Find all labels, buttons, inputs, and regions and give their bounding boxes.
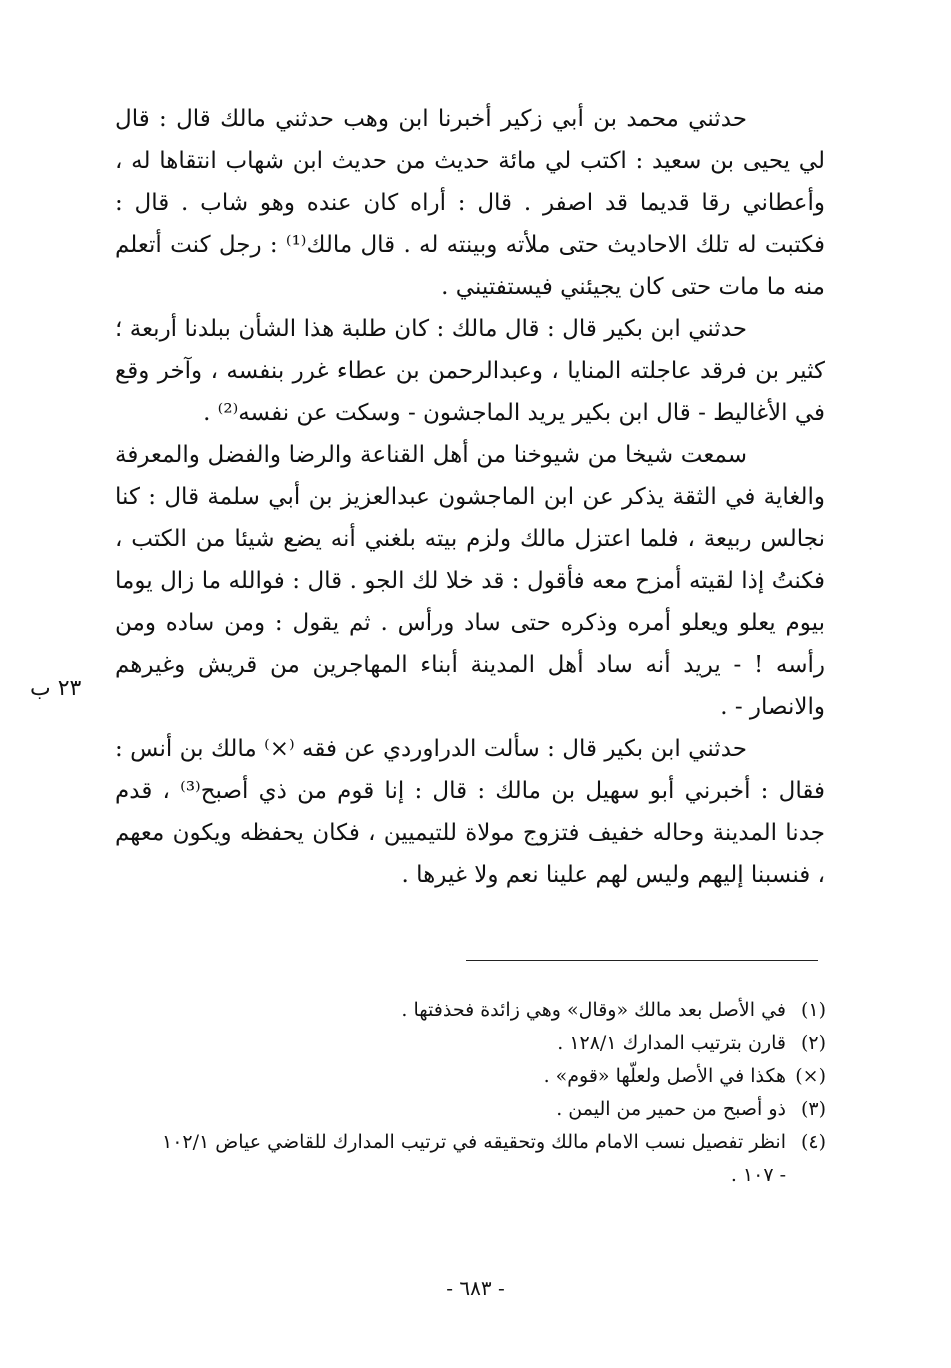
footnote-number: (٤) (800, 1131, 826, 1153)
footnote-divider (466, 960, 818, 961)
footnote-number: (١) (800, 999, 826, 1021)
footnote-4 (150, 1126, 826, 1192)
footnote-number: (٢) (800, 1032, 826, 1054)
footnote-3 (150, 1093, 826, 1126)
page-number: - ٦٨٣ - (446, 1276, 505, 1300)
footnote-text: انظر تفصيل نسب الامام مالك وتحقيقه في ترتيب المدارك للقاضي عياض ١٠٢/١ - ١٠٧ . (162, 1131, 786, 1186)
footnote-1 (150, 994, 826, 1027)
margin-folio-note: ٢٣ ب (30, 676, 82, 701)
footnote-x (150, 1060, 826, 1093)
paragraph-4: حدثني ابن بكير قال : سألت الدراوردي عن فقه ⁽×⁾ مالك بن أنس : فقال : أخبرني أبو سهيل بن مالك : قال : إنا قوم من ذي أصبح⁽³⁾ ، قدم جدنا المدينة وحاله خفيف فتزوج مولاة للتيميين ، فكان يحفظه ويكون معهم ، فنسبنا إليهم وليس لهم علينا نعم ولا غيرها . (115, 736, 825, 888)
paragraph-3: سمعت شيخا من شيوخنا من أهل القناعة والرضا والفضل والمعرفة والغاية في الثقة يذكر عن ابن الماجشون عبدالعزيز بن أبي سلمة قال : كنا نجالس ربيعة ، فلما اعتزل مالك ولزم بيته بلغني أنه يضع شيئا من الكتب ، فكنتُ إذا لقيته أمزح معه فأقول : قد خلا لك الجو . قال : فوالله ما زال يوما بيوم يعلو ويعلو أمره وذكره حتى ساد ورأس . ثم يقول : ومن ساده ومن رأسه ! - يريد أنه ساد أهل المدينة أبناء المهاجرين من قريش وغيرهم والانصار - . (115, 442, 825, 720)
footnote-number: (٣) (800, 1098, 826, 1120)
footnote-text: في الأصل بعد مالك «وقال» وهي زائدة فحذفتها . (401, 999, 786, 1021)
main-text (115, 98, 825, 896)
footnote-2 (150, 1027, 826, 1060)
footnote-text: هكذا في الأصل ولعلّها «قوم» . (543, 1065, 786, 1087)
paragraph-1: حدثني محمد بن أبي زكير أخبرنا ابن وهب حدثني مالك قال : قال لي يحيى بن سعيد : اكتب لي مائة حديث من حديث ابن شهاب انتقاها له ، وأعطاني رقا قديما قد اصفر . قال : أراه كان عنده وهو شاب . قال : فكتبت له تلك الاحاديث حتى ملأته وبينته له . قال مالك⁽¹⁾ : رجل كنت أتعلم منه ما مات حتى كان يجيئني فيستفتيني . (115, 106, 825, 300)
footnote-number: (×) (795, 1065, 826, 1087)
footnote-text: قارن بترتيب المدارك ١٢٨/١ . (557, 1032, 786, 1054)
footnote-text: ذو أصبح من حمير من اليمن . (556, 1098, 786, 1120)
paragraph-2: حدثني ابن بكير قال : قال مالك : كان طلبة هذا الشأن ببلدنا أربعة ؛ كثير بن فرقد عاجلته المنايا ، وعبدالرحمن بن عطاء غرر بنفسه ، وآخر وقع في الأغاليط - قال ابن بكير يريد الماجشون - وسكت عن نفسه⁽²⁾ . (115, 316, 825, 426)
footnotes (150, 994, 826, 1192)
